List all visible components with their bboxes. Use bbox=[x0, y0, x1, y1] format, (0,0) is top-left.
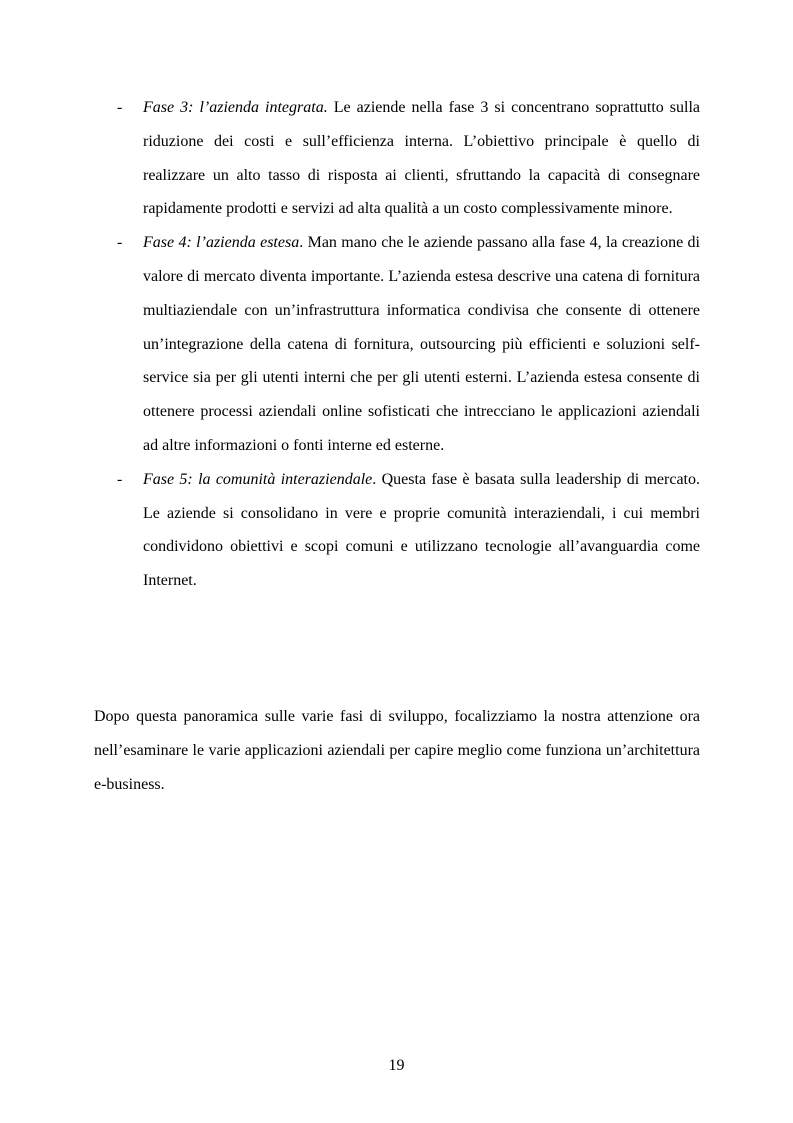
phase-3-title: Fase 3: l’azienda integrata. bbox=[143, 99, 328, 116]
closing-paragraph: Dopo questa panoramica sulle varie fasi di sviluppo, focalizziamo la nostra attenzione ora nell’esaminare le varie applicazioni aziendali per capire meglio come funziona un’architettura e-business. bbox=[94, 708, 700, 793]
phase-4-text: . Man mano che le aziende passano alla fase 4, la creazione di valore di mercato diventa importante. L’azienda estesa descrive una catena di fornitura multiaziendale con un’infrastruttura informatica condivisa che consente di ottenere un’integrazione della catena di fornitura, outsourcing più efficienti e soluzioni self-service sia per gli utenti interni che per gli utenti esterni. L’azienda estesa consente di ottenere processi aziendali online sofisticati che intrecciano le applicazioni aziendali ad altre informazioni o fonti interne ed esterne. bbox=[143, 234, 701, 454]
list-item-phase-3 bbox=[117, 91, 700, 226]
phase-3-text: Le aziende nella fase 3 si concentrano soprattutto sulla riduzione dei costi e sull’efficienza interna. L’obiettivo principale è quello di realizzare un alto tasso di risposta ai clienti, sfruttando la capacità di consegnare rapidamente prodotti e servizi ad alta qualità a un costo complessivamente minore. bbox=[143, 99, 701, 218]
list-dash: - bbox=[117, 470, 123, 488]
phase-list bbox=[117, 91, 700, 598]
list-dash: - bbox=[117, 234, 123, 252]
phase-4-title: Fase 4: l’azienda estesa bbox=[143, 234, 300, 252]
list-item-phase-5 bbox=[117, 463, 700, 598]
page-number: 19 bbox=[388, 1057, 405, 1074]
phase-5-title: Fase 5: la comunità interaziendale bbox=[143, 470, 373, 488]
phase-5-text: . Questa fase è basata sulla leadership di mercato. Le aziende si consolidano in vere e proprie comunità interaziendali, i cui membri condividono obiettivi e scopi comuni e utilizzano tecnologie all’avanguardia come Internet. bbox=[143, 470, 701, 590]
list-item-phase-4 bbox=[117, 226, 700, 463]
list-dash: - bbox=[117, 99, 123, 116]
